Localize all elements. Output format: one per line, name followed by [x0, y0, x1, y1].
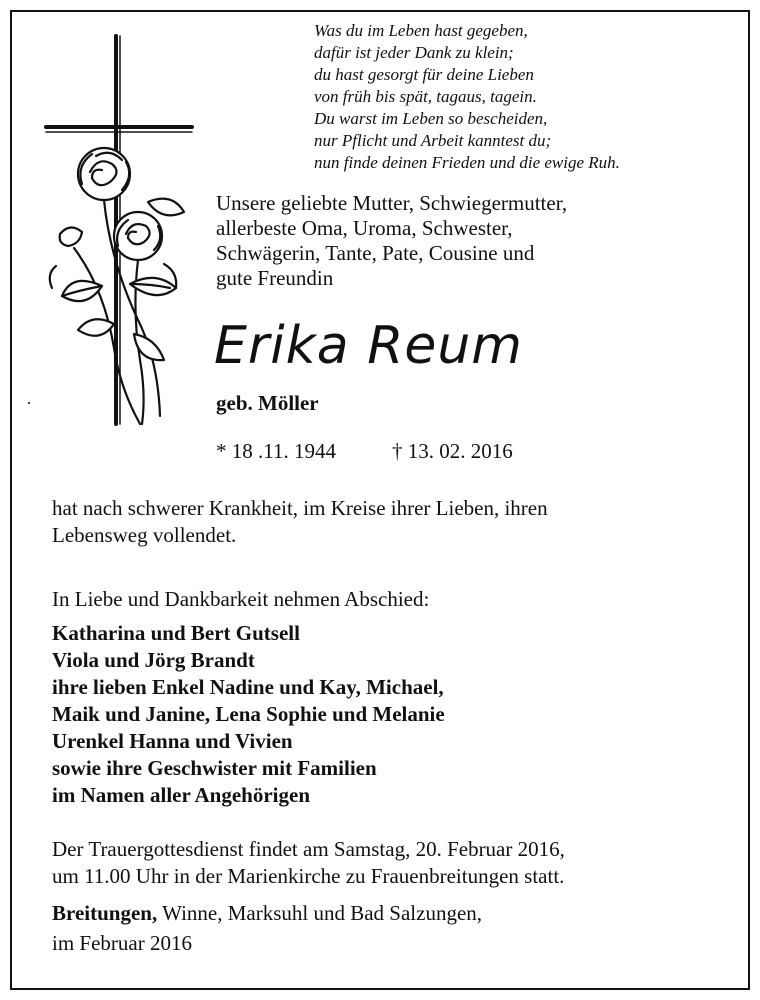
poem-line: von früh bis spät, tagaus, tagein. [314, 87, 537, 106]
relationship-intro [216, 191, 736, 291]
place-line [52, 899, 482, 927]
mourner-line: im Namen aller Angehörigen [52, 783, 311, 807]
funeral-service-info [52, 836, 742, 890]
place-rest: Winne, Marksuhl und Bad Salzungen, [157, 901, 483, 925]
cross-with-roses-icon [34, 34, 194, 434]
intro-line: gute Freundin [216, 266, 334, 290]
birth-date: * 18 .11. 1944 [216, 439, 336, 463]
poem-line: dafür ist jeder Dank zu klein; [314, 43, 514, 62]
statement-line: hat nach schwerer Krankheit, im Kreise ihrer Lieben, ihren [52, 496, 548, 520]
intro-line: Schwägerin, Tante, Pate, Cousine und [216, 241, 535, 265]
place-town: Breitungen, [52, 901, 158, 925]
mourner-line: Maik und Janine, Lena Sophie und Melanie [52, 702, 445, 726]
statement-line: Lebensweg vollendet. [52, 523, 237, 547]
deceased-name: Erika Reum [214, 316, 523, 376]
mourner-line: Viola und Jörg Brandt [52, 648, 255, 672]
life-dates [216, 438, 513, 464]
farewell-heading: In Liebe und Dankbarkeit nehmen Abschied: [52, 587, 430, 611]
poem-line: nur Pflicht und Arbeit kanntest du; [314, 131, 552, 150]
service-line: um 11.00 Uhr in der Marienkirche zu Frauenbreitungen statt. [52, 864, 565, 888]
birth-name: geb. Möller [216, 391, 319, 415]
mourner-line: Katharina und Bert Gutsell [52, 621, 300, 645]
mourner-line: sowie ihre Geschwister mit Familien [52, 756, 377, 780]
poem-line: nun finde deinen Frieden und die ewige Ruh. [314, 153, 620, 172]
poem-line: du hast gesorgt für deine Lieben [314, 65, 534, 84]
stray-dot [28, 402, 30, 404]
service-line: Der Trauergottesdienst findet am Samstag, 20. Februar 2016, [52, 837, 565, 861]
death-date: † 13. 02. 2016 [391, 439, 513, 463]
mourner-line: ihre lieben Enkel Nadine und Kay, Michael, [52, 675, 444, 699]
intro-line: Unsere geliebte Mutter, Schwiegermutter, [216, 191, 568, 215]
passing-statement [52, 495, 732, 549]
date-line: im Februar 2016 [52, 931, 192, 955]
memorial-poem [314, 20, 734, 174]
poem-line: Was du im Leben hast gegeben, [314, 21, 528, 40]
intro-line: allerbeste Oma, Uroma, Schwester, [216, 216, 513, 240]
poem-line: Du warst im Leben so bescheiden, [314, 109, 548, 128]
mourner-line: Urenkel Hanna und Vivien [52, 729, 293, 753]
mourners-list [52, 620, 445, 809]
